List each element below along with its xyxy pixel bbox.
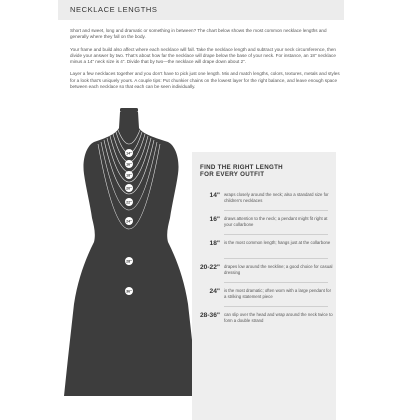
length-marker-label: 28" bbox=[126, 259, 132, 264]
row-divider bbox=[224, 258, 328, 259]
row-divider bbox=[224, 210, 328, 211]
length-marker-label: 16" bbox=[126, 162, 132, 167]
length-value: 18" bbox=[209, 240, 220, 247]
necklace-figure bbox=[58, 108, 344, 400]
length-marker-label: 36" bbox=[126, 289, 132, 294]
length-marker-label: 14" bbox=[126, 151, 132, 156]
row-divider bbox=[224, 306, 328, 307]
row-divider bbox=[224, 282, 328, 283]
mannequin-stand bbox=[120, 108, 138, 112]
length-value: 24" bbox=[209, 288, 220, 295]
length-description: drapes low around the neckline; a good choice for casual dressing bbox=[224, 264, 333, 275]
guide-title bbox=[200, 164, 330, 178]
row-divider bbox=[224, 234, 328, 235]
intro-text bbox=[70, 28, 340, 96]
length-marker-label: 20" bbox=[126, 186, 132, 191]
length-description: wraps closely around the neck; also a standard size for children’s necklaces bbox=[224, 192, 329, 203]
length-marker-label: 24" bbox=[126, 219, 132, 224]
length-description: is the most common length; hangs just at the collarbone bbox=[224, 240, 331, 245]
length-value: 28-36" bbox=[200, 312, 220, 319]
length-description: can slip over the head and wrap around the neck twice to form a double strand bbox=[224, 312, 333, 323]
length-value: 20-22" bbox=[200, 264, 220, 271]
intro-paragraph: Short and sweet, long and dramatic or something in between? The chart below shows the most common necklace lengths and generally where they fall on the body. bbox=[70, 28, 327, 40]
length-description: draws attention to the neck; a pendant might fit right at your collarbone bbox=[224, 216, 328, 227]
header-bar bbox=[58, 0, 344, 20]
length-description: is the most dramatic; often worn with a large pendant for a striking statement piece bbox=[224, 288, 331, 299]
length-guide-panel bbox=[192, 152, 336, 420]
page-title: NECKLACE LENGTHS bbox=[70, 5, 158, 14]
guide-title-line: FIND THE RIGHT LENGTH bbox=[200, 164, 283, 171]
intro-paragraph: Your frame and build also affect where each necklace will fall. Take the necklace length and subtract your neck circumference, then divide your answer by two. That’s about how far the necklace will drape below the base of your neck. For instance, an 18” necklace minus a 14” neck size is 4”. Divide that by two—the necklace will drape down about 2”. bbox=[70, 46, 336, 65]
guide-title-line: FOR EVERY OUTFIT bbox=[200, 171, 265, 179]
length-value: 14" bbox=[209, 192, 220, 199]
page bbox=[58, 0, 344, 400]
length-value: 16" bbox=[209, 216, 220, 223]
intro-paragraph: Layer a few necklaces together and you don’t have to pick just one length. Mix and match lengths, colors, textures, metals and styles for a look that’s uniquely yours. A couple tips: Put chunkier chains on the lowest layer for the right balance, and leave enough space between each necklace so that each can be seen individually. bbox=[70, 71, 340, 90]
length-marker-label: 22" bbox=[126, 200, 132, 205]
length-marker-label: 18" bbox=[126, 173, 132, 178]
